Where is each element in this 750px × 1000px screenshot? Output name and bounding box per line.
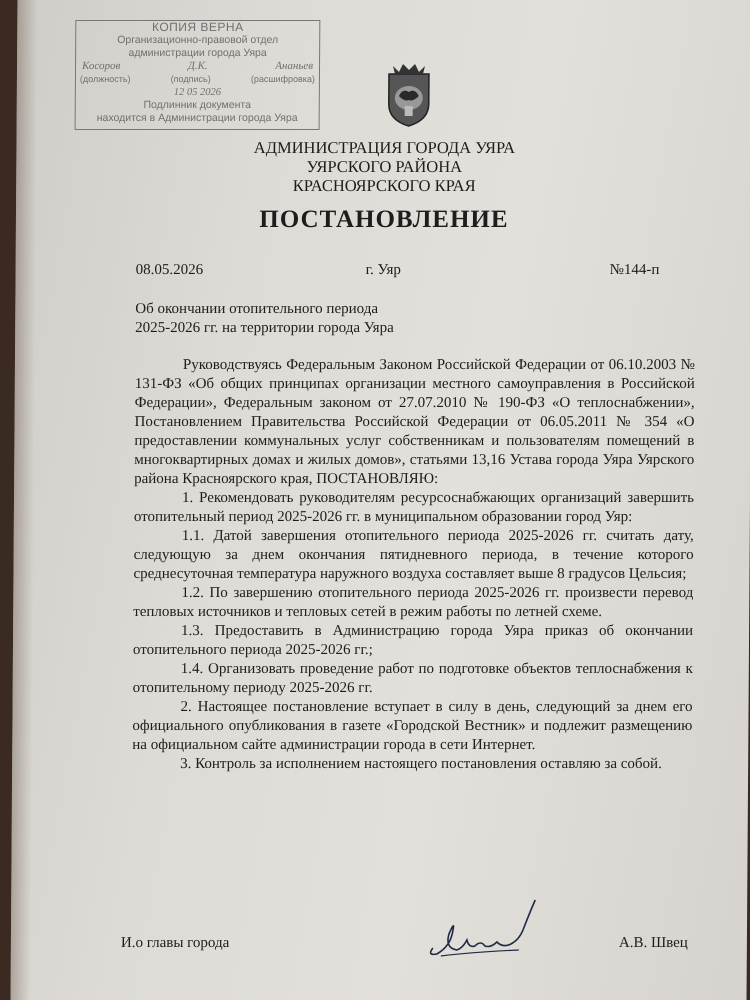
stamp-caption-name: (расшифровка) xyxy=(250,74,315,84)
subject-line-2: 2025-2026 гг. на территории города Уяра xyxy=(135,320,394,336)
document-date: 08.05.2026 xyxy=(135,262,204,278)
stamp-sign-row xyxy=(76,60,319,73)
preamble-paragraph: Руководствуясь Федеральным Законом Российской Федерации от 06.10.2003 № 131-ФЗ «Об общих принципах организации местного самоуправления в Российской Федерации», Федеральным законом от 27.07.2010 № 190-ФЗ «О теплоснабжении», Постановлением Правительства Российской Федерации от 06.05.2011 № 354 «О предоставлении коммунальных услуг собственникам и пользователям помещений в многоквартирных домах и жилых домов», статьями 13,16 Устава города Уяра Уярского района Красноярского края, ПОСТАНОВЛЯЮ: xyxy=(134,357,695,487)
stamp-line-1: Организационно-правовой отдел xyxy=(117,34,279,46)
org-line-2: УЯРСКОГО РАЙОНА xyxy=(306,157,463,176)
organization-header xyxy=(16,138,750,195)
org-line-1: АДМИНИСТРАЦИЯ ГОРОДА УЯРА xyxy=(253,138,516,157)
document-number: №144-п xyxy=(609,262,660,278)
document-body xyxy=(132,356,695,774)
stamp-line-2: администрации города Уяра xyxy=(128,47,267,59)
paragraph-1-4: 1.4. Организовать проведение работ по подготовке объектов теплоснабжения к отопительному периоду 2025-2026 гг. xyxy=(132,661,693,696)
stamp-caption-position: (должность) xyxy=(79,74,131,84)
stamp-caption-signature: (подпись) xyxy=(170,74,211,84)
coat-of-arms-icon xyxy=(383,60,435,128)
document-subject xyxy=(135,300,394,338)
signatory-name: А.В. Швец xyxy=(618,935,688,951)
stamp-line-4: находится в Администрации города Уяра xyxy=(96,112,298,124)
stamp-date: 12 05 2026 xyxy=(173,87,222,98)
paragraph-1-1: 1.1. Датой завершения отопительного периода 2025-2026 гг. считать дату, следующую за днем окончания пятидневного периода, в течение которого среднесуточная температура наружного воздуха составляет выше 8 градусов Цельсия; xyxy=(133,528,694,582)
document-title: ПОСТАНОВЛЕНИЕ xyxy=(259,206,509,233)
stamp-sign-signature: Д.К. xyxy=(187,60,208,72)
paragraph-2: 2. Настоящее постановление вступает в силу в день, следующий за днем его официального опубликования в газете «Городской Вестник» и подлежит размещению на официальном сайте администрации города в сети Интернет. xyxy=(132,699,693,753)
stamp-line-3: Подлинник документа xyxy=(143,99,252,111)
subject-line-1: Об окончании отопительного периода xyxy=(135,301,379,317)
org-line-3: КРАСНОЯРСКОГО КРАЯ xyxy=(292,176,476,195)
signatory-position: И.о главы города xyxy=(120,935,230,951)
paragraph-1-2: 1.2. По завершению отопительного периода 2025-2026 гг. произвести перевод тепловых источников и тепловых сетей в режим работы по летней схеме. xyxy=(133,585,694,620)
stamp-sign-name: Ананьев xyxy=(275,60,314,72)
document-page xyxy=(11,0,750,1000)
paragraph-1-3: 1.3. Предоставить в Администрацию города Уяра приказ об окончании отопительного периода 2025-2026 гг.; xyxy=(132,623,694,658)
paragraph-1: 1. Рекомендовать руководителям ресурсоснабжающих организаций завершить отопительный период 2025-2026 гг. в муниципальном образовании город Уяр: xyxy=(133,490,695,525)
handwritten-signature xyxy=(423,890,554,970)
stamp-title: КОПИЯ ВЕРНА xyxy=(151,20,244,34)
document-place: г. Уяр xyxy=(365,262,401,278)
stamp-sign-position: Косоров xyxy=(81,60,121,72)
certified-copy-stamp xyxy=(75,20,321,130)
stamp-caption-row xyxy=(76,73,319,86)
paragraph-3: 3. Контроль за исполнением настоящего постановления оставляю за собой. xyxy=(180,756,662,772)
